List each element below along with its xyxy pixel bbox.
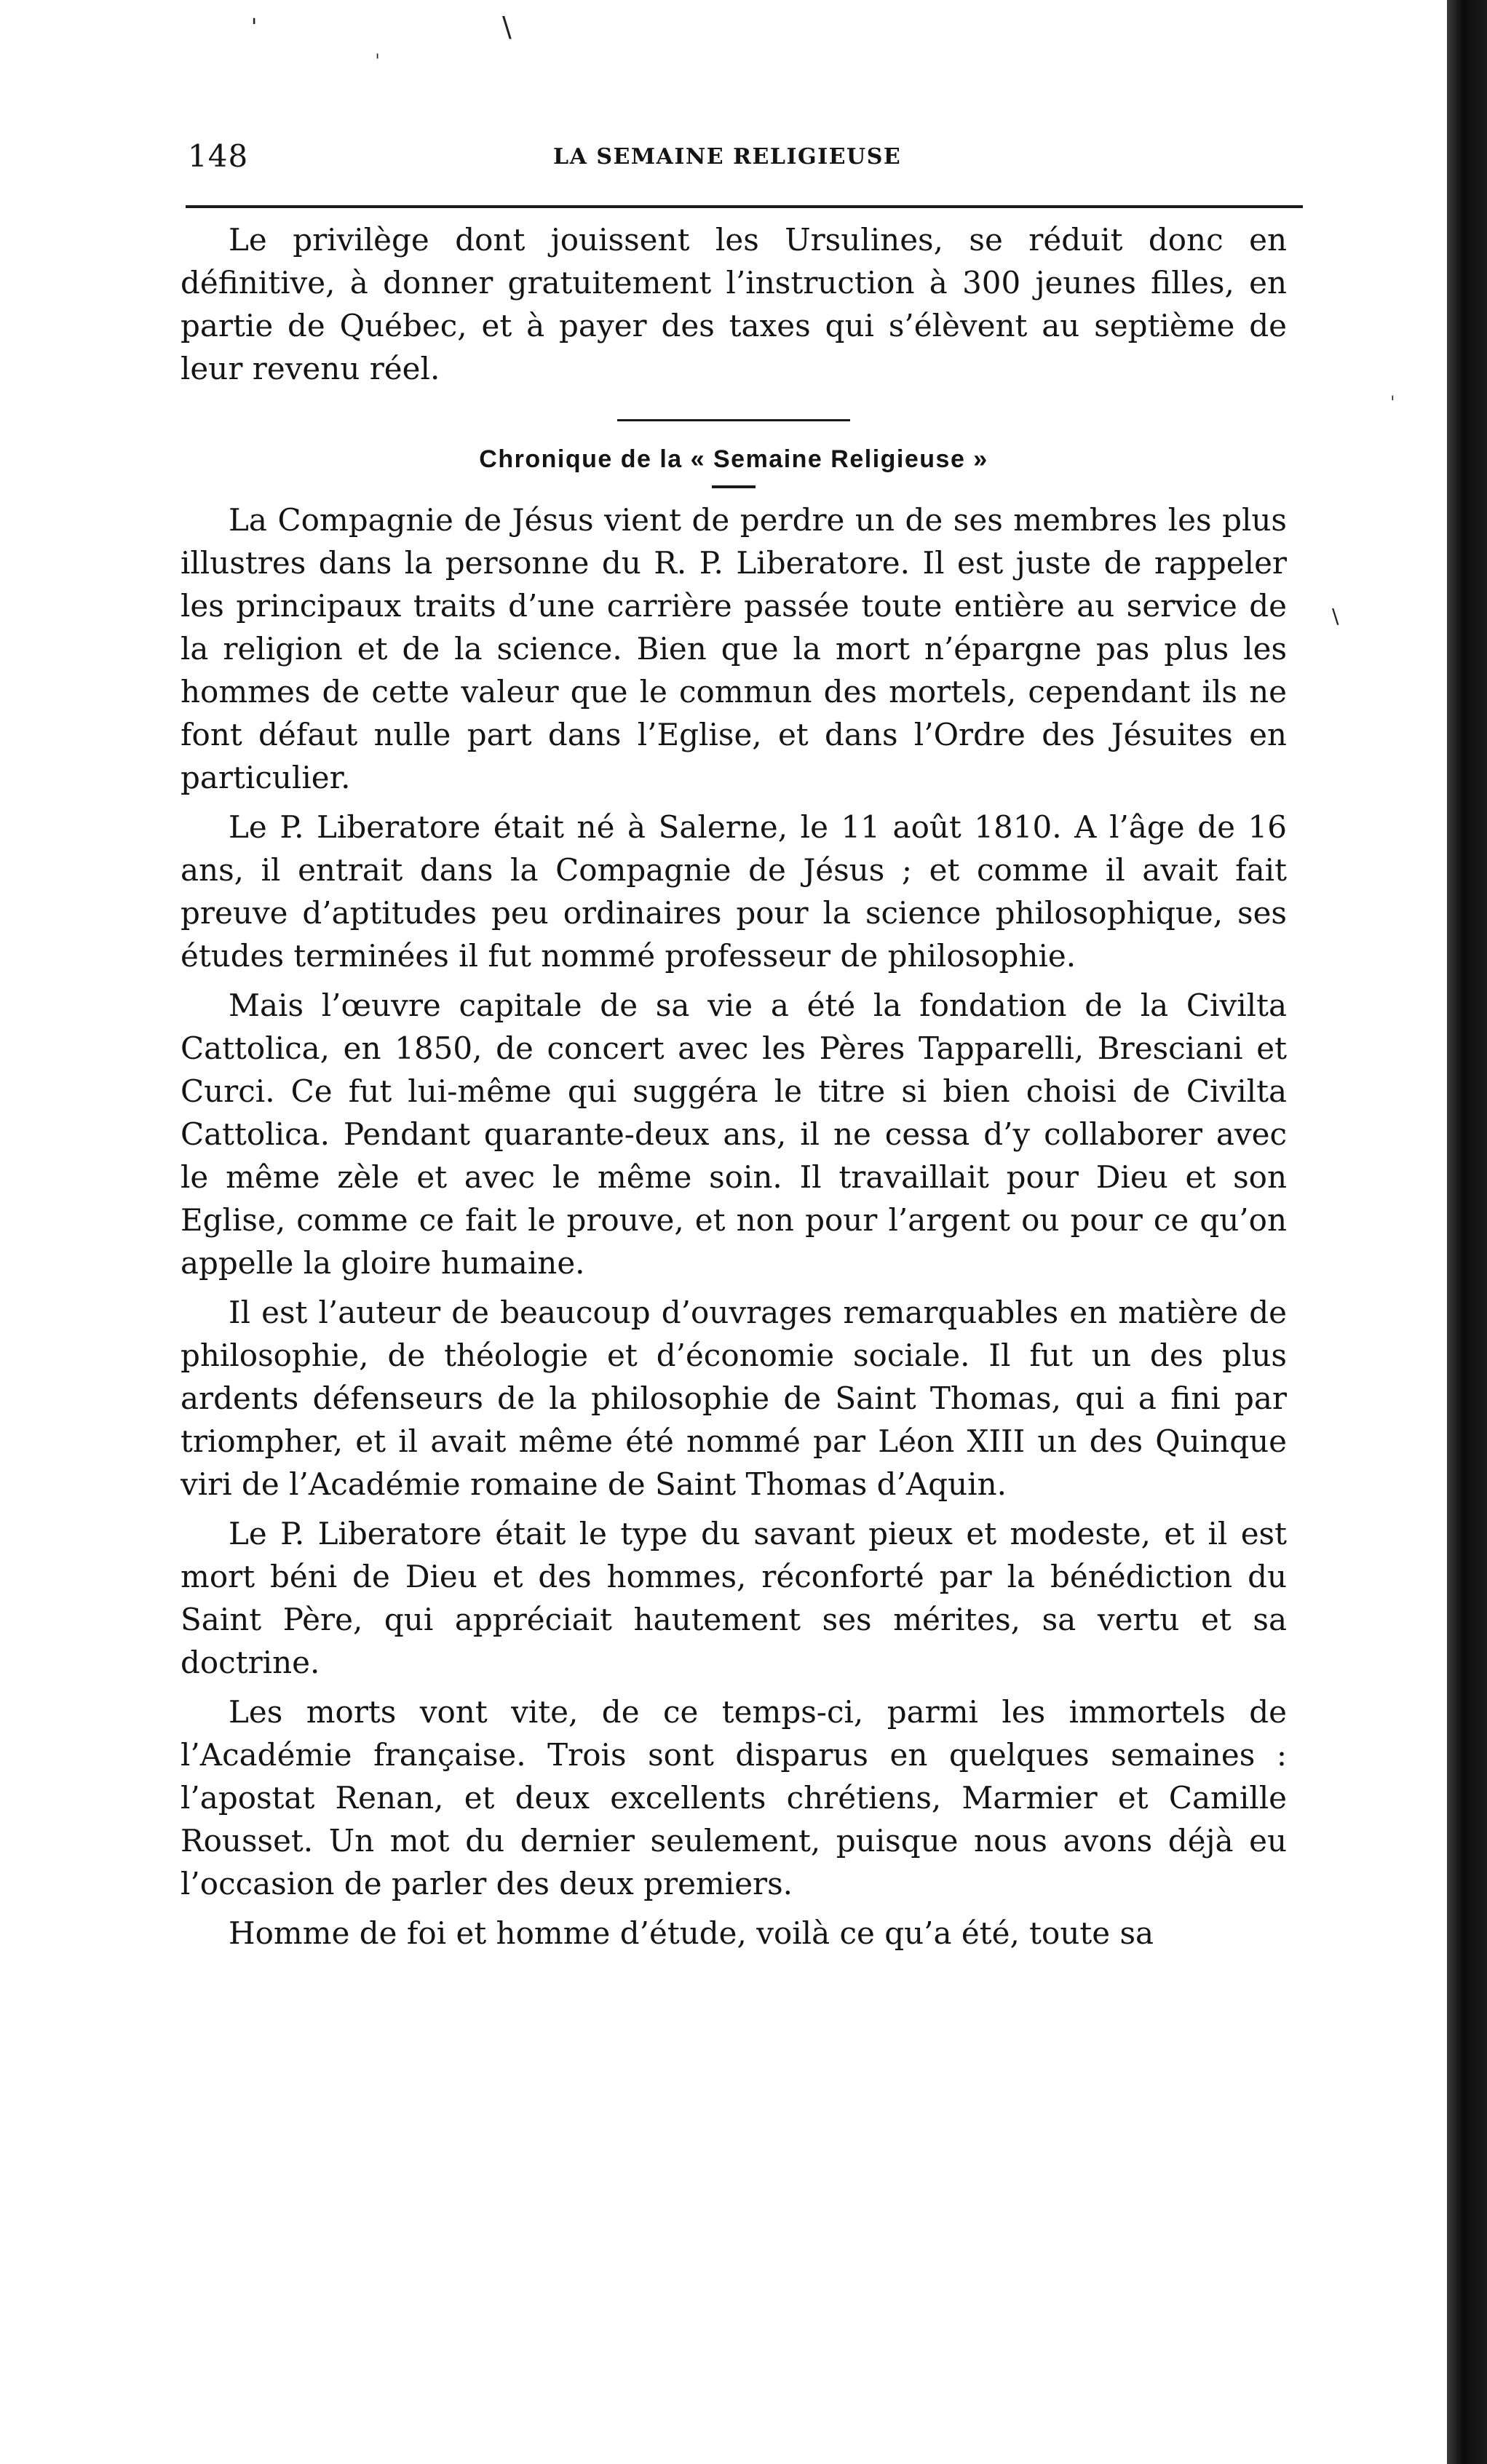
running-head: LA SEMAINE RELIGIEUSE	[553, 144, 902, 170]
body-text	[181, 218, 1287, 1961]
scan-speck: \	[502, 11, 512, 43]
section-title: Chronique de la « Semaine Religieuse »	[479, 445, 988, 473]
paragraph-ursulines: Le privilège dont jouissent les Ursulines, se réduit donc en définitive, à donner gratuitement l’instruction à 300 jeunes filles, en partie de Québec, et à payer des taxes qui s’élèvent au septième de leur revenu réel.	[181, 222, 1287, 386]
scan-speck: '	[251, 15, 258, 40]
paragraph-works: Il est l’auteur de beaucoup d’ouvrages remarquables en matière de philosophie, de théologie et d’économie sociale. Il fut un des plus ardents défenseurs de la philosophie de Saint Thomas, qui a fini par triompher, et il avait même été nommé par Léon XIII un des Quinque viri de l’Académie romaine de Saint Thomas d’Aquin.	[181, 1295, 1287, 1502]
title-underline	[712, 485, 756, 488]
header-rule	[186, 205, 1303, 208]
scan-speck: \	[1332, 604, 1339, 628]
paragraph-civilta-cattolica: Mais l’œuvre capitale de sa vie a été la fondation de la Civilta Cattolica, en 1850, de concert avec les Pères Tapparelli, Bresciani et Curci. Ce fut lui-même qui suggéra le titre si bien choisi de Civilta Cattolica. Pendant quarante-deux ans, il ne cessa d’y collaborer avec le même zèle et avec le même soin. Il travaillait pour Dieu et son Eglise, comme ce fait le prouve, et non pour l’argent ou pour ce qu’on appelle la gloire humaine.	[181, 987, 1287, 1281]
scan-speck: ˈ	[1390, 393, 1395, 413]
paragraph-rousset: Homme de foi et homme d’étude, voilà ce qu’a été, toute sa	[229, 1915, 1154, 1951]
paragraph-liberatore-intro: La Compagnie de Jésus vient de perdre un de ses membres les plus illustres dans la personne du R. P. Liberatore. Il est juste de rappeler les principaux traits d’une carrière passée toute entière au service de la religion et de la science. Bien que la mort n’épargne pas plus les hommes de cette valeur que le commun des mortels, cependant ils ne font défaut nulle part dans l’Eglise, et dans l’Ordre des Jésuites en particulier.	[181, 502, 1287, 795]
scan-binding-edge	[1447, 0, 1487, 2464]
page-number: 148	[188, 138, 249, 174]
section-divider	[617, 419, 850, 421]
paragraph-academie: Les morts vont vite, de ce temps-ci, parmi les immortels de l’Académie française. Trois sont disparus en quelques semaines : l’apostat Renan, et deux excellents chrétiens, Marmier et Camille Rousset. Un mot du dernier seulement, puisque nous avons déjà eu l’occasion de parler des deux premiers.	[181, 1694, 1287, 1901]
paragraph-liberatore-birth: Le P. Liberatore était né à Salerne, le 11 août 1810. A l’âge de 16 ans, il entrait dans la Compagnie de Jésus ; et comme il avait fait preuve d’aptitudes peu ordinaires pour la science philosophique, ses études terminées il fut nommé professeur de philosophie.	[181, 809, 1287, 974]
scan-speck: ˈ	[375, 51, 381, 73]
paragraph-death: Le P. Liberatore était le type du savant pieux et modeste, et il est mort béni de Dieu et des hommes, réconforté par la bénédiction du Saint Père, qui appréciait hautement ses mérites, sa vertu et sa doctrine.	[181, 1516, 1287, 1680]
